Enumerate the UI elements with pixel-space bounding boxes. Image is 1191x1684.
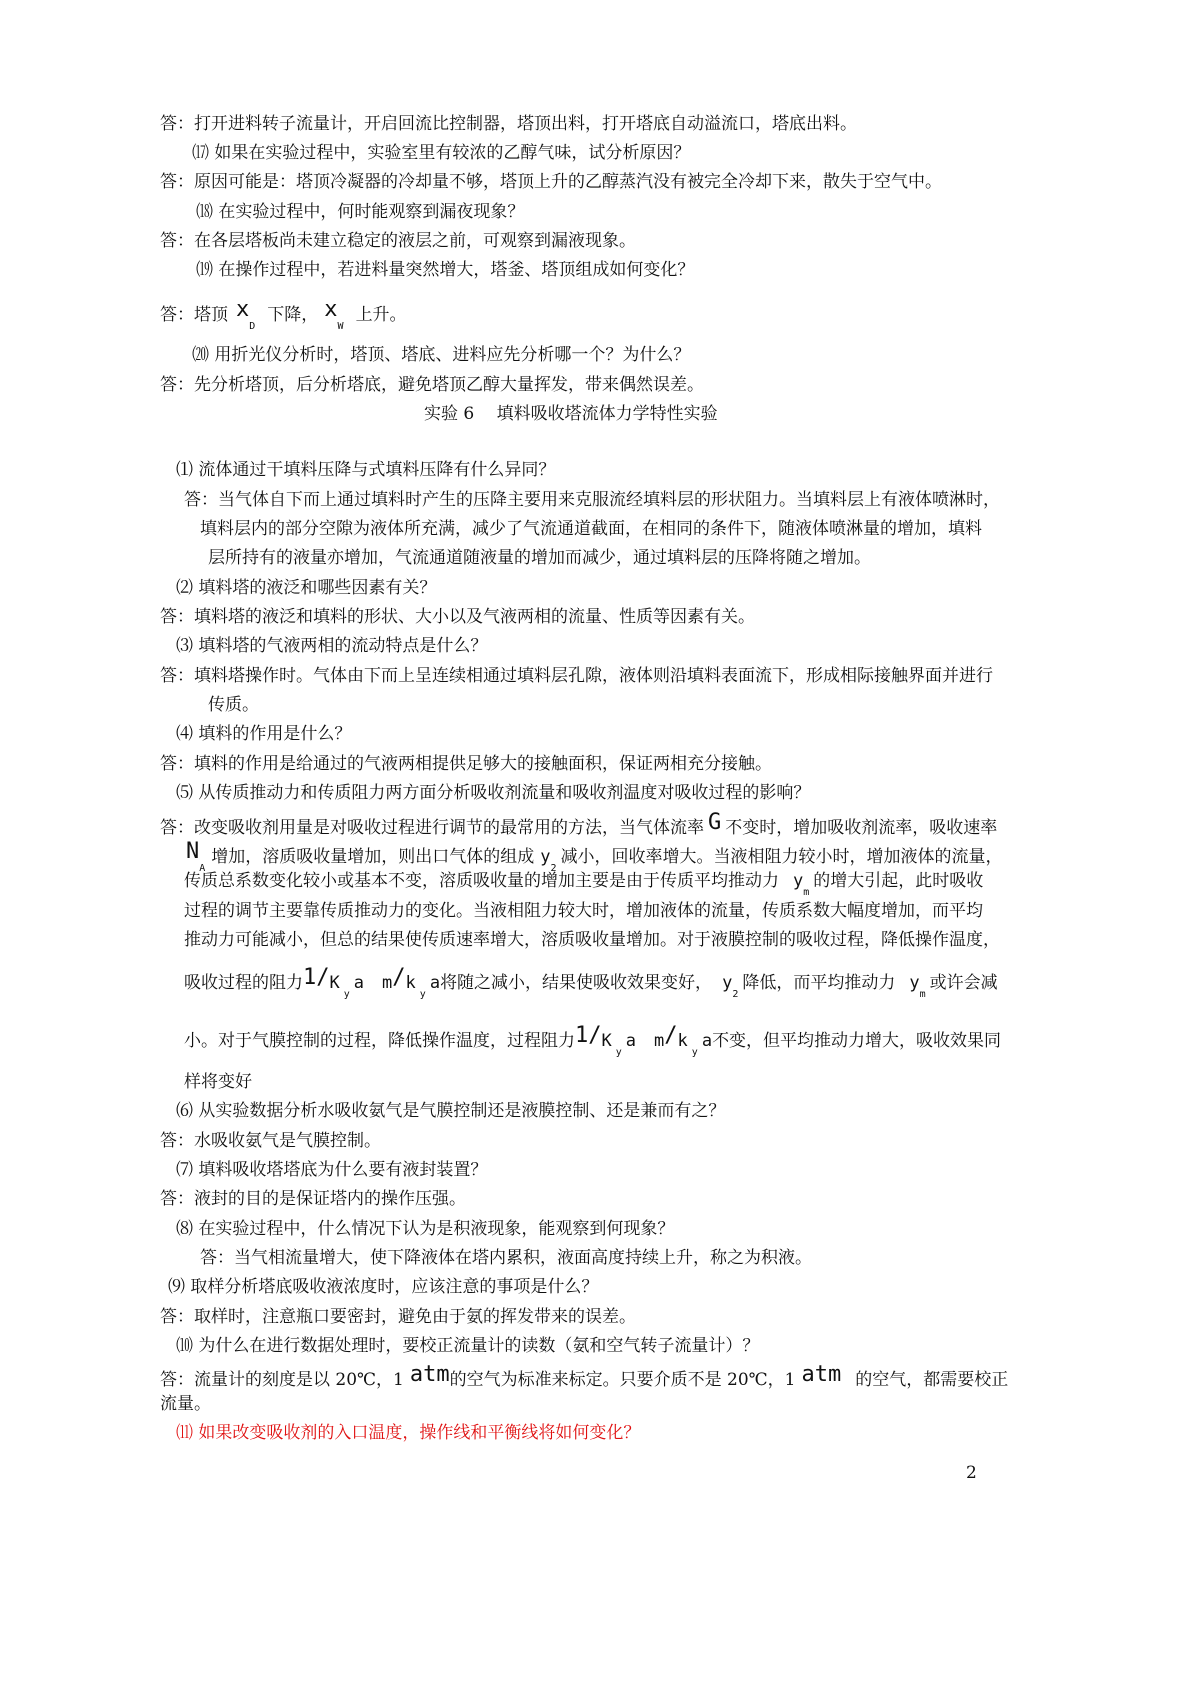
answer-19: 答：塔顶 $x_D$下降， $x_W$上升。 [160, 297, 407, 332]
answer-7: 答：液封的目的是保证塔内的操作压强。 [160, 1189, 466, 1209]
question-1: ⑴ 流体通过干填料压降与式填料压降有什么异同？ [176, 460, 556, 480]
answer-2: 答：填料塔的液泛和填料的形状、大小以及气液两相的流量、性质等因素有关。 [160, 607, 755, 627]
answer-1-line-3: 层所持有的液量亦增加，气流通道随液量的增加而减少，通过填料层的压降将随之增加。 [208, 548, 871, 568]
answer-6: 答：水吸收氨气是气膜控制。 [160, 1131, 381, 1151]
answer-9: 答：取样时，注意瓶口要密封，避免由于氨的挥发带来的误差。 [160, 1307, 636, 1327]
answer-1-line-1: 答：当气体自下而上通过填料时产生的压降主要用来克服流经填料层的形状阻力。当填料层上有液体喷淋时， [184, 490, 1000, 510]
answer-5-line-8: 样将变好 [184, 1072, 252, 1092]
question-3: ⑶ 填料塔的气液两相的流动特点是什么？ [176, 636, 488, 656]
answer-20: 答：先分析塔顶，后分析塔底，避免塔顶乙醇大量挥发，带来偶然误差。 [160, 375, 704, 395]
answer-3-line-1: 答：填料塔操作时。气体由下而上呈连续相通过填料层孔隙，液体则沿填料表面流下，形成相际接触界面并进行 [160, 666, 993, 686]
question-2: ⑵ 填料塔的液泛和哪些因素有关？ [176, 578, 437, 598]
question-5: ⑸ 从传质推动力和传质阻力两方面分析吸收剂流量和吸收剂温度对吸收过程的影响？ [176, 783, 811, 803]
answer-5-line-6: 吸收过程的阻力$1/K_ya$ $m/k_ya$将随之减小，结果使吸收效果变好， $y_2$降低，而平均推动力 $y_m$或许会减 [184, 965, 998, 1000]
question-20: ⒇ 用折光仪分析时，塔顶、塔底、进料应先分析哪一个？为什么？ [192, 345, 691, 365]
question-4: ⑷ 填料的作用是什么？ [176, 724, 352, 744]
answer-4: 答：填料的作用是给通过的气液两相提供足够大的接触面积，保证两相充分接触。 [160, 754, 772, 774]
answer-5-line-4: 过程的调节主要靠传质推动力的变化。当液相阻力较大时，增加液体的流量，传质系数大幅度增加，而平均 [184, 901, 983, 921]
section-heading: 实验 6 填料吸收塔流体力学特性实验 [424, 404, 718, 424]
page-number: 2 [966, 1463, 977, 1483]
question-6: ⑹ 从实验数据分析水吸收氨气是气膜控制还是液膜控制、还是兼而有之？ [176, 1101, 726, 1121]
question-8: ⑻ 在实验过程中，什么情况下认为是积液现象，能观察到何现象？ [176, 1219, 675, 1239]
answer-5-line-2: $N_A$增加，溶质吸收量增加，则出口气体的组成 $y_2$减小，回收率增大。当液相阻力较小时，增加液体的流量， [186, 839, 1003, 874]
answer-17: 答：原因可能是：塔顶冷凝器的冷却量不够，塔顶上升的乙醇蒸汽没有被完全冷却下来，散失于空气中。 [160, 172, 942, 192]
answer-5-line-3: 传质总系数变化较小或基本不变，溶质吸收量的增加主要是由于传质平均推动力 $y_m$的增大引起，此时吸收 [184, 871, 984, 898]
question-7: ⑺ 填料吸收塔塔底为什么要有液封装置？ [176, 1160, 488, 1180]
answer-5-line-1: 答：改变吸收剂用量是对吸收过程进行调节的最常用的方法，当气体流率 G 不变时，增加吸收剂流率，吸收速率 [160, 810, 998, 838]
answer-16: 答：打开进料转子流量计，开启回流比控制器，塔顶出料，打开塔底自动溢流口，塔底出料。 [160, 114, 857, 134]
answer-5-line-5: 推动力可能减小，但总的结果使传质速率增大，溶质吸收量增加。对于液膜控制的吸收过程，降低操作温度， [184, 930, 1000, 950]
answer-18: 答：在各层塔板尚未建立稳定的液层之前，可观察到漏液现象。 [160, 231, 636, 251]
question-10: ⑽ 为什么在进行数据处理时，要校正流量计的读数（氨和空气转子流量计）？ [176, 1336, 760, 1356]
question-11: ⑾ 如果改变吸收剂的入口温度，操作线和平衡线将如何变化？ [176, 1423, 641, 1443]
question-9: ⑼ 取样分析塔底吸收液浓度时，应该注意的事项是什么？ [168, 1277, 599, 1297]
answer-1-line-2: 填料层内的部分空隙为液体所充满，减少了气流通道截面，在相同的条件下，随液体喷淋量的增加，填料 [200, 519, 982, 539]
answer-10-line-1: 答：流量计的刻度是以 20℃，1 atm的空气为标准来标定。只要介质不是 20℃，1 atm 的空气，都需要校正 [160, 1362, 1009, 1390]
answer-8: 答：当气相流量增大，使下降液体在塔内累积，液面高度持续上升，称之为积液。 [200, 1248, 812, 1268]
question-18: ⒅ 在实验过程中，何时能观察到漏夜现象？ [196, 202, 525, 222]
answer-3-line-2: 传质。 [208, 695, 259, 715]
answer-10-line-2: 流量。 [160, 1394, 211, 1414]
question-19: ⒆ 在操作过程中，若进料量突然增大，塔釜、塔顶组成如何变化？ [196, 260, 695, 280]
answer-5-line-7: 小。对于气膜控制的过程，降低操作温度，过程阻力$1/K_ya$ $m/k_ya$不变，但平均推动力增大，吸收效果同 [184, 1023, 1002, 1058]
question-17: ⒄ 如果在实验过程中，实验室里有较浓的乙醇气味，试分析原因？ [192, 143, 691, 163]
